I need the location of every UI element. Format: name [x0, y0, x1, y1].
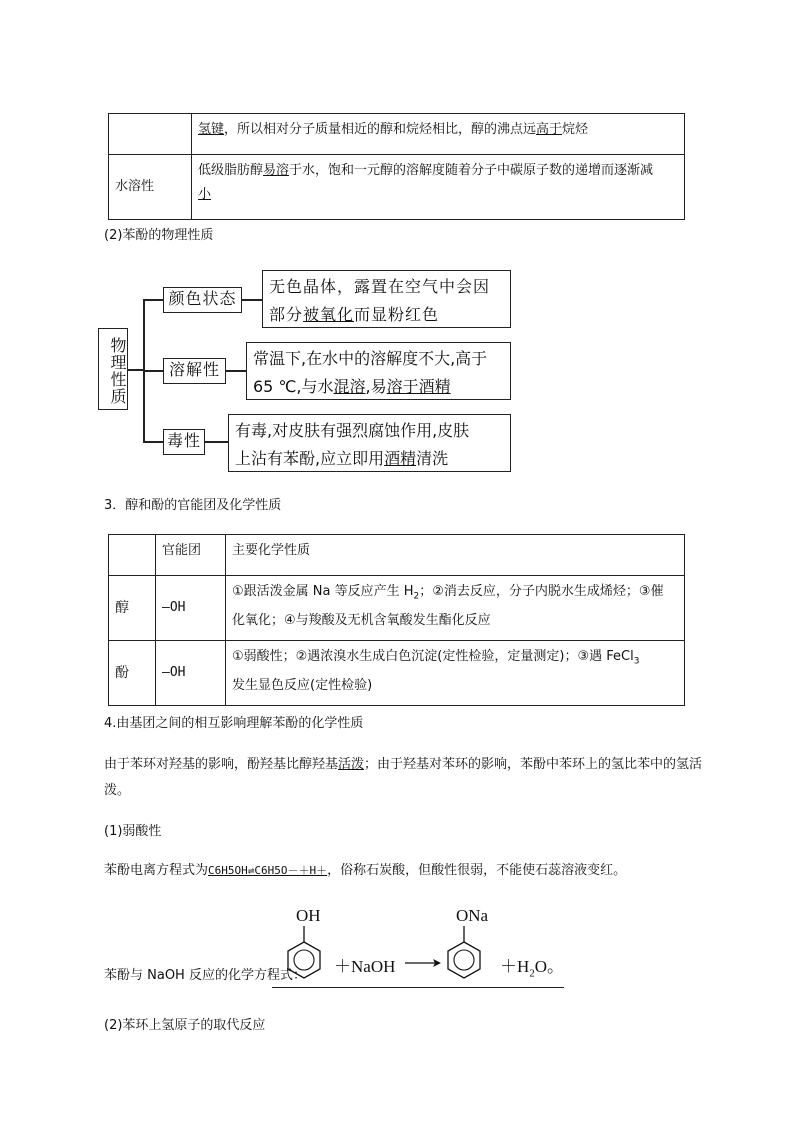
connector	[143, 299, 163, 301]
branch-toxicity: 毒性	[163, 429, 205, 455]
subheading-substitution: (2)苯环上氢原子的取代反应	[104, 1018, 266, 1033]
product-water: $+H_2O$。	[500, 957, 565, 980]
branch-color-state: 颜色状态	[163, 287, 242, 313]
table-cell-empty	[109, 114, 192, 155]
table-cell-empty	[109, 535, 156, 576]
alcohol-properties-table-top	[108, 113, 685, 220]
table-row	[109, 535, 685, 576]
subheading-weak-acidity: (1)弱酸性	[104, 824, 162, 839]
answer-line	[272, 987, 564, 988]
benzene-ring-phenoxide-icon	[444, 924, 484, 984]
desc-solubility: 常温下,在水中的溶解度不大,高于 65 ℃,与水混溶,易溶于酒精	[246, 342, 511, 400]
table-row	[109, 114, 685, 155]
table-cell: 低级脂肪醇易溶于水，饱和一元醇的溶解度随着分子中碳原子数的递增而逐渐减 小	[192, 155, 685, 220]
desc-color-state: 无色晶体，露置在空气中会因 部分被氧化而显粉红色	[262, 270, 511, 328]
heading-functional-groups: 3．醇和酚的官能团及化学性质	[104, 498, 282, 513]
header-main-props: 主要化学性质	[226, 535, 685, 576]
heading-phenol-physical: (2)苯酚的物理性质	[104, 228, 214, 243]
heading-mutual-influence: 4.由基团之间的相互影响理解苯酚的化学性质	[104, 716, 364, 731]
ionization-text: 苯酚电离方程式为C6H5OH⇌C6H5O－＋H＋，俗称石炭酸，但酸性很弱，不能使石蕊溶液变红。	[104, 863, 627, 878]
paragraph-mutual-influence: 由于苯环对羟基的影响，酚羟基比醇羟基活泼；由于羟基对苯环的影响，苯酚中苯环上的氢比苯中的氢活 泼。	[104, 757, 703, 798]
table-row	[109, 576, 685, 641]
connector	[226, 370, 246, 372]
row-group: —OH	[156, 576, 226, 641]
header-functional-group: 官能团	[156, 535, 226, 576]
table-cell: 氢键，所以相对分子质量相近的醇和烷烃相比，醇的沸点远高于烷烃	[192, 114, 685, 155]
reaction-arrow-icon	[403, 955, 443, 971]
benzene-ring-phenol-icon	[284, 924, 324, 984]
reagent-naoh: ＋NaOH	[334, 957, 396, 976]
row-name-alcohol: 醇	[109, 576, 156, 641]
functional-group-table	[108, 534, 685, 706]
root-box: 物理性质	[98, 328, 128, 410]
table-row	[109, 155, 685, 220]
connector	[143, 441, 163, 443]
reaction-label: 苯酚与 NaOH 反应的化学方程式：	[104, 968, 306, 983]
row-props: ①弱酸性；②遇浓溴水生成白色沉淀(定性检验，定量测定)；③遇 FeCl$_3$ 发生显色反应(定性检验)	[226, 641, 685, 706]
ionization-equation: C6H5OH⇌C6H5O－＋H＋	[208, 864, 328, 877]
row-group: —OH	[156, 641, 226, 706]
row-props: ①跟活泼金属 Na 等反应产生 $H_2$；②消去反应，分子内脱水生成烯烃；③催 化氧化；④与羧酸及无机含氧酸发生酯化反应	[226, 576, 685, 641]
connector	[205, 441, 228, 443]
branch-solubility: 溶解性	[163, 358, 226, 384]
phenol-oh-label: OH	[296, 906, 321, 925]
table-row	[109, 641, 685, 706]
sodium-phenoxide-ona-label: ONa	[456, 906, 489, 925]
row-name-phenol: 酚	[109, 641, 156, 706]
desc-toxicity: 有毒,对皮肤有强烈腐蚀作用,皮肤 上沾有苯酚,应立即用酒精清洗	[228, 414, 511, 472]
connector	[242, 299, 262, 301]
connector	[128, 369, 144, 371]
connector	[143, 370, 163, 372]
row-label-water-solubility: 水溶性	[109, 155, 192, 220]
